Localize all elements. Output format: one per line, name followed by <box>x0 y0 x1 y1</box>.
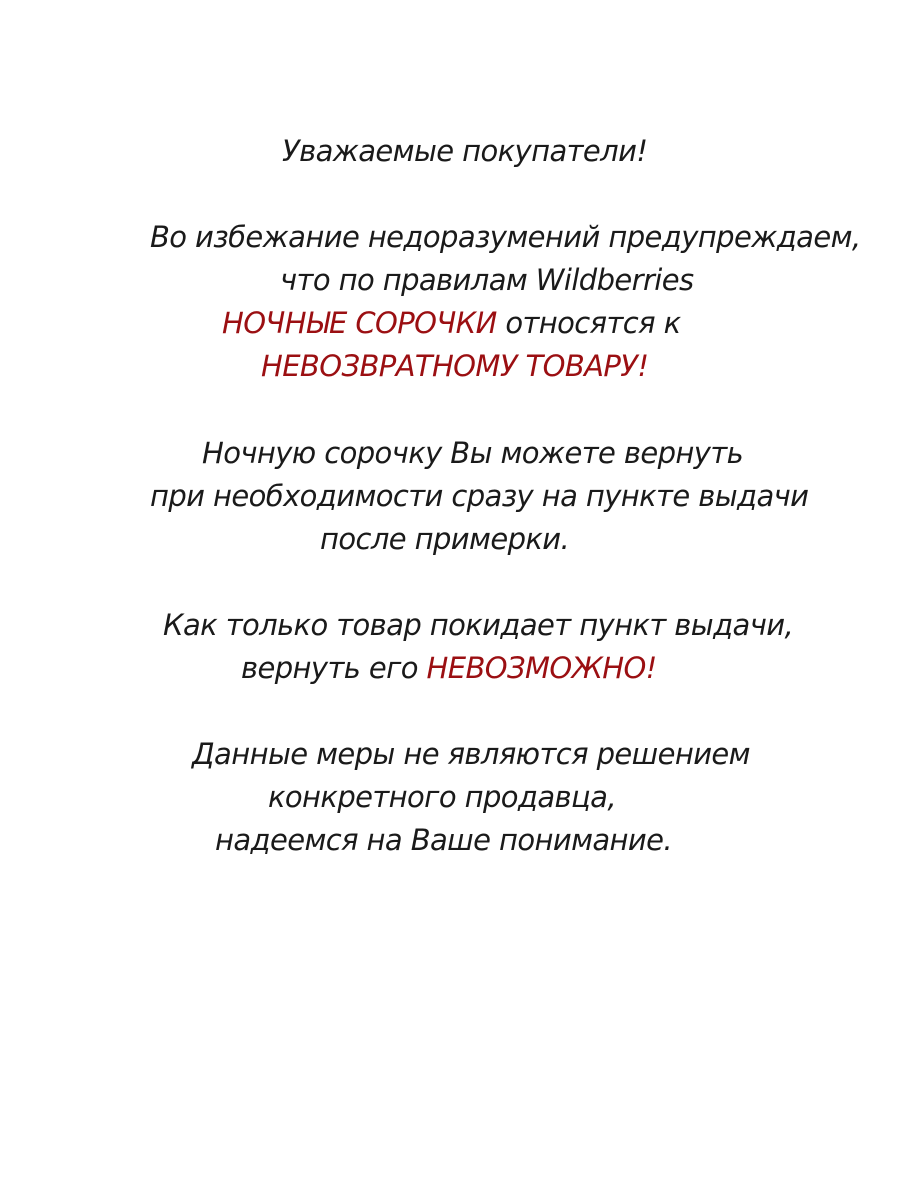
closing-line-1: Данные меры не являются решением <box>192 737 750 771</box>
warning-line-1: Во избежание недоразумений предупреждаем, <box>150 220 861 254</box>
nightgowns-highlight: НОЧНЫЕ СОРОЧКИ <box>222 306 497 340</box>
after-pickup-line-2-start: вернуть его <box>241 651 427 685</box>
closing-line-3: надеемся на Ваше понимание. <box>215 823 672 857</box>
after-pickup-line-2 <box>241 650 657 686</box>
warning-line-2: что по правилам Wildberries <box>280 263 694 297</box>
after-pickup-line-1: Как только товар покидает пункт выдачи, <box>163 608 794 642</box>
warning-line-3 <box>222 305 681 341</box>
return-info-line-1: Ночную сорочку Вы можете вернуть <box>202 436 744 470</box>
return-info-line-2: при необходимости сразу на пункте выдачи <box>150 479 809 513</box>
return-info-line-3: после примерки. <box>320 522 570 556</box>
closing-line-2: конкретного продавца, <box>268 780 616 814</box>
greeting-heading: Уважаемые покупатели! <box>282 134 648 168</box>
warning-line-3-rest: относятся к <box>496 306 681 340</box>
non-returnable-highlight: НЕВОЗВРАТНОМУ ТОВАРУ! <box>261 349 649 383</box>
impossible-highlight: НЕВОЗМОЖНО! <box>426 651 657 685</box>
